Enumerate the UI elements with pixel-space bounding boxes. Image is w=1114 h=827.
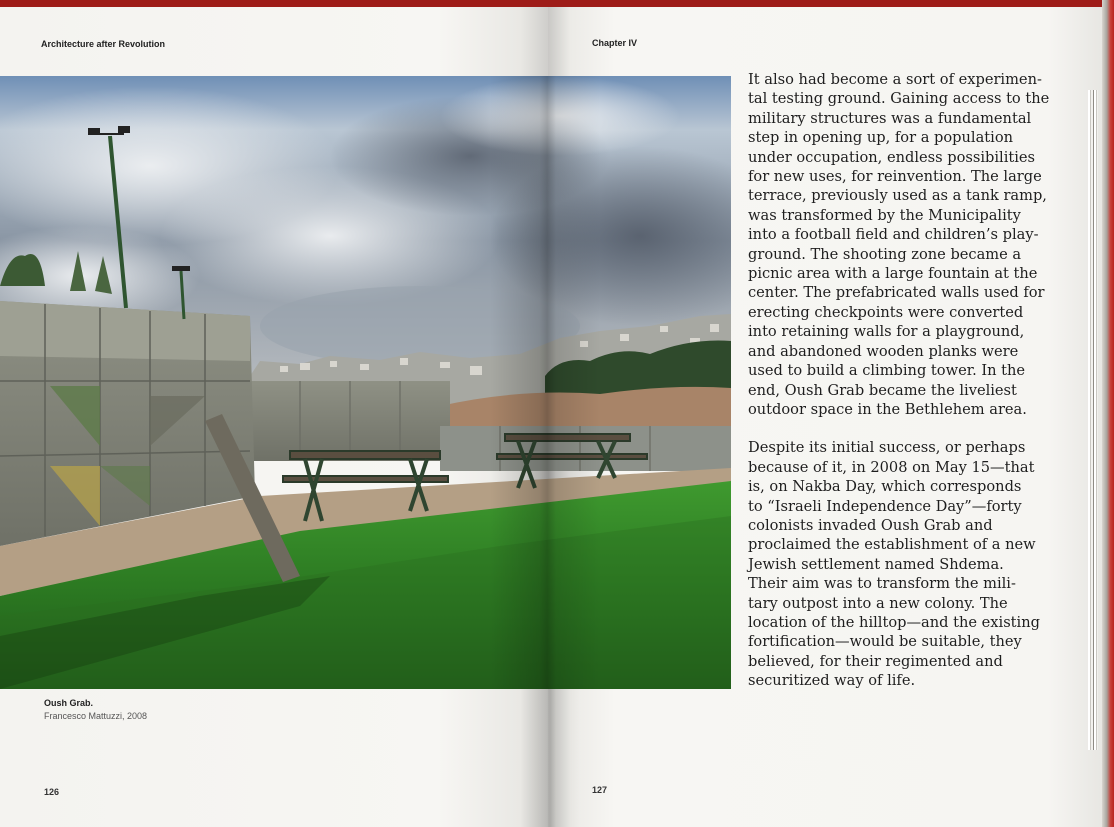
text-line: into retaining walls for a playground, (748, 323, 1025, 341)
text-line: terrace, previously used as a tank ramp, (748, 187, 1047, 205)
text-line: fortification—would be suitable, they (748, 633, 1022, 651)
text-line: proclaimed the establishment of a new (748, 536, 1036, 554)
paragraph-1 (748, 70, 1048, 419)
text-line: location of the hilltop—and the existing (748, 613, 1040, 631)
text-line: securitized way of life. (748, 672, 916, 690)
text-line: center. The prefabricated walls used for (748, 284, 1045, 302)
text-line: outdoor space in the Bethlehem area. (748, 400, 1027, 418)
text-line: step in opening up, for a population (748, 129, 1014, 147)
text-line: Their aim was to transform the mili- (748, 575, 1016, 593)
caption-credit: Francesco Mattuzzi, 2008 (44, 711, 148, 721)
photo-illustration (0, 76, 731, 689)
text-line: to “Israeli Independence Day”—forty (748, 497, 1022, 515)
text-line: erecting checkpoints were converted (748, 303, 1024, 321)
text-line: was transformed by the Municipality (748, 206, 1021, 224)
paragraph-2 (748, 438, 1048, 690)
text-line: for new uses, for reinvention. The large (748, 168, 1042, 186)
text-line: colonists invaded Oush Grab and (748, 516, 993, 534)
page-edges (1088, 90, 1098, 750)
text-line: used to build a climbing tower. In the (748, 362, 1026, 380)
text-line: Despite its initial success, or perhaps (748, 439, 1026, 457)
text-line: ground. The shooting zone became a (748, 245, 1022, 263)
text-line: under occupation, endless possibilities (748, 148, 1036, 166)
text-line: picnic area with a large fountain at the (748, 265, 1038, 283)
text-line: tary outpost into a new colony. The (748, 594, 1008, 612)
book-fore-edge (1102, 0, 1114, 827)
text-line: and abandoned wooden planks were (748, 342, 1019, 360)
text-line: military structures was a fundamental (748, 109, 1032, 127)
text-line: It also had become a sort of experimen- (748, 71, 1042, 88)
right-running-head: Chapter IV (592, 38, 638, 48)
gutter-shadow-lower (520, 689, 580, 827)
right-page-number: 127 (592, 785, 608, 795)
text-line: believed, for their regimented and (748, 652, 1003, 670)
text-line: tal testing ground. Gaining access to the (748, 90, 1050, 108)
oush-grab-photograph (0, 76, 731, 689)
text-line: end, Oush Grab became the liveliest (748, 381, 1017, 399)
text-line: into a football field and children’s play- (748, 226, 1039, 244)
left-page-number: 126 (44, 787, 60, 797)
text-line: Jewish settlement named Shdema. (748, 555, 1004, 573)
caption-title: Oush Grab. (44, 698, 94, 708)
body-text (748, 70, 1048, 691)
left-running-head: Architecture after Revolution (41, 39, 166, 49)
text-line: because of it, in 2008 on May 15—that (748, 458, 1035, 476)
text-line: is, on Nakba Day, which corresponds (748, 478, 1022, 496)
